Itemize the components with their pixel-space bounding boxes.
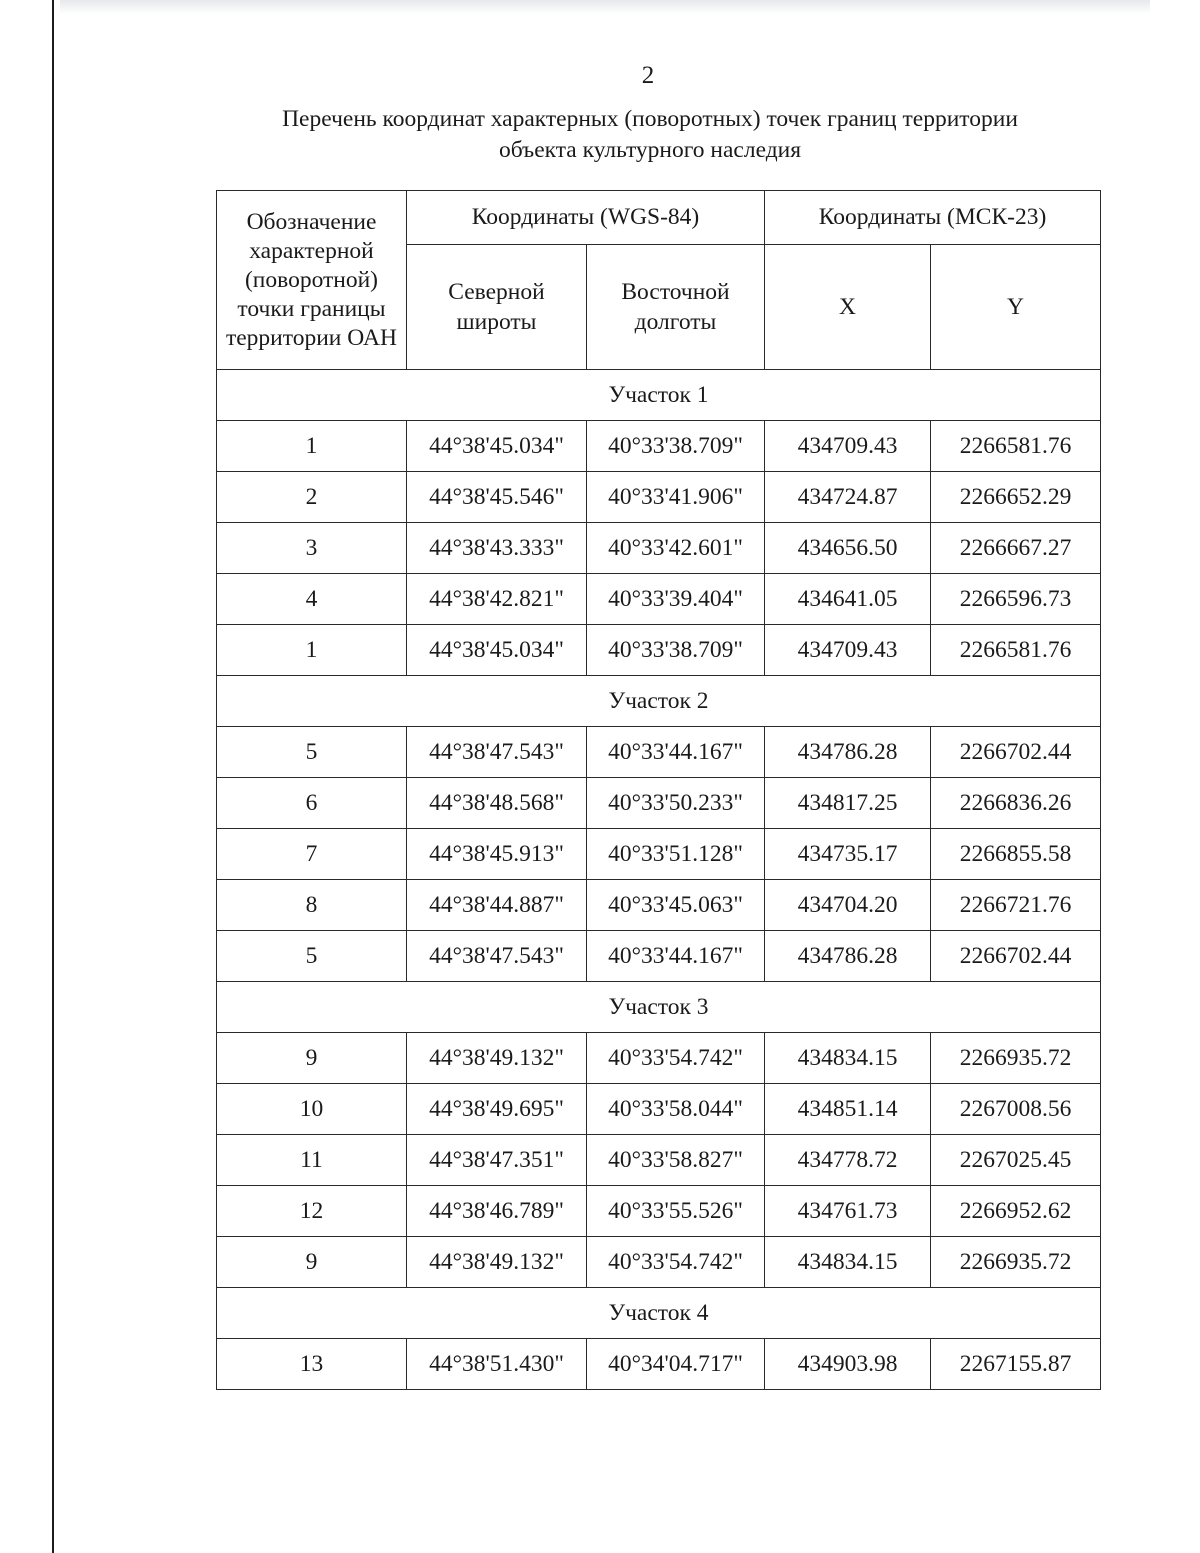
header-msk23: Координаты (МСК-23)	[765, 191, 1101, 245]
cell-y: 2266702.44	[931, 727, 1101, 778]
scan-edge-line	[52, 0, 54, 1553]
cell-y: 2266702.44	[931, 931, 1101, 982]
cell-east: 40°33'42.601"	[587, 523, 765, 574]
header-north-latitude: Северной широты	[407, 245, 587, 370]
cell-east: 40°33'54.742"	[587, 1033, 765, 1084]
table-row	[217, 931, 1101, 982]
cell-north: 44°38'44.887"	[407, 880, 587, 931]
cell-x: 434778.72	[765, 1135, 931, 1186]
section-row	[217, 370, 1101, 421]
cell-north: 44°38'47.543"	[407, 727, 587, 778]
header-y: Y	[931, 245, 1101, 370]
cell-y: 2266581.76	[931, 625, 1101, 676]
cell-x: 434817.25	[765, 778, 931, 829]
cell-y: 2266935.72	[931, 1033, 1101, 1084]
table-row	[217, 1237, 1101, 1288]
section-row	[217, 676, 1101, 727]
scan-top-shadow	[60, 0, 1150, 14]
table-row	[217, 880, 1101, 931]
cell-east: 40°33'50.233"	[587, 778, 765, 829]
table-body	[217, 370, 1101, 1390]
cell-x: 434656.50	[765, 523, 931, 574]
coordinates-table	[216, 190, 1101, 1390]
cell-north: 44°38'46.789"	[407, 1186, 587, 1237]
cell-east: 40°33'41.906"	[587, 472, 765, 523]
cell-point: 5	[217, 931, 407, 982]
header-wgs84: Координаты (WGS-84)	[407, 191, 765, 245]
cell-point: 4	[217, 574, 407, 625]
cell-north: 44°38'42.821"	[407, 574, 587, 625]
cell-north: 44°38'47.543"	[407, 931, 587, 982]
cell-x: 434724.87	[765, 472, 931, 523]
cell-point: 2	[217, 472, 407, 523]
cell-x: 434786.28	[765, 931, 931, 982]
table-row	[217, 1033, 1101, 1084]
cell-east: 40°33'58.827"	[587, 1135, 765, 1186]
table-row	[217, 727, 1101, 778]
section-row	[217, 1288, 1101, 1339]
table-row	[217, 574, 1101, 625]
cell-y: 2266721.76	[931, 880, 1101, 931]
cell-east: 40°33'39.404"	[587, 574, 765, 625]
cell-point: 10	[217, 1084, 407, 1135]
cell-north: 44°38'45.913"	[407, 829, 587, 880]
table-row	[217, 1186, 1101, 1237]
cell-point: 12	[217, 1186, 407, 1237]
cell-east: 40°33'38.709"	[587, 625, 765, 676]
cell-x: 434851.14	[765, 1084, 931, 1135]
cell-point: 7	[217, 829, 407, 880]
cell-east: 40°33'58.044"	[587, 1084, 765, 1135]
cell-point: 11	[217, 1135, 407, 1186]
cell-north: 44°38'48.568"	[407, 778, 587, 829]
cell-y: 2266596.73	[931, 574, 1101, 625]
cell-x: 434709.43	[765, 421, 931, 472]
header-east-longitude: Восточной долготы	[587, 245, 765, 370]
cell-y: 2267008.56	[931, 1084, 1101, 1135]
cell-east: 40°33'44.167"	[587, 727, 765, 778]
cell-y: 2266952.62	[931, 1186, 1101, 1237]
cell-x: 434709.43	[765, 625, 931, 676]
cell-north: 44°38'51.430"	[407, 1339, 587, 1390]
cell-east: 40°33'55.526"	[587, 1186, 765, 1237]
cell-y: 2266652.29	[931, 472, 1101, 523]
cell-x: 434641.05	[765, 574, 931, 625]
cell-point: 5	[217, 727, 407, 778]
cell-point: 13	[217, 1339, 407, 1390]
table-header	[217, 191, 1101, 370]
cell-x: 434786.28	[765, 727, 931, 778]
header-x: X	[765, 245, 931, 370]
table-row	[217, 523, 1101, 574]
section-row	[217, 982, 1101, 1033]
table-row	[217, 472, 1101, 523]
table-row	[217, 1339, 1101, 1390]
cell-point: 6	[217, 778, 407, 829]
cell-y: 2267025.45	[931, 1135, 1101, 1186]
cell-north: 44°38'43.333"	[407, 523, 587, 574]
section-title: Участок 2	[217, 676, 1101, 727]
cell-point: 8	[217, 880, 407, 931]
page-number: 2	[641, 62, 655, 89]
cell-north: 44°38'49.695"	[407, 1084, 587, 1135]
cell-east: 40°33'51.128"	[587, 829, 765, 880]
table-row	[217, 1135, 1101, 1186]
cell-y: 2266581.76	[931, 421, 1101, 472]
document-title-line-2: объекта культурного наследия	[498, 137, 802, 163]
cell-north: 44°38'45.034"	[407, 625, 587, 676]
cell-y: 2266667.27	[931, 523, 1101, 574]
table-row	[217, 1084, 1101, 1135]
cell-x: 434903.98	[765, 1339, 931, 1390]
header-point-designation: Обозначение характерной (поворотной) точки границы территории ОАН	[217, 191, 407, 370]
cell-east: 40°33'45.063"	[587, 880, 765, 931]
cell-north: 44°38'49.132"	[407, 1237, 587, 1288]
cell-point: 3	[217, 523, 407, 574]
cell-point: 1	[217, 421, 407, 472]
cell-east: 40°33'38.709"	[587, 421, 765, 472]
cell-x: 434704.20	[765, 880, 931, 931]
cell-x: 434735.17	[765, 829, 931, 880]
cell-north: 44°38'45.034"	[407, 421, 587, 472]
table-row	[217, 625, 1101, 676]
cell-north: 44°38'47.351"	[407, 1135, 587, 1186]
table-row	[217, 829, 1101, 880]
cell-y: 2266836.26	[931, 778, 1101, 829]
cell-point: 9	[217, 1237, 407, 1288]
cell-point: 1	[217, 625, 407, 676]
cell-y: 2266855.58	[931, 829, 1101, 880]
cell-point: 9	[217, 1033, 407, 1084]
table-row	[217, 421, 1101, 472]
cell-east: 40°33'54.742"	[587, 1237, 765, 1288]
cell-x: 434761.73	[765, 1186, 931, 1237]
cell-north: 44°38'45.546"	[407, 472, 587, 523]
cell-y: 2266935.72	[931, 1237, 1101, 1288]
cell-y: 2267155.87	[931, 1339, 1101, 1390]
cell-x: 434834.15	[765, 1237, 931, 1288]
section-title: Участок 4	[217, 1288, 1101, 1339]
section-title: Участок 1	[217, 370, 1101, 421]
cell-east: 40°34'04.717"	[587, 1339, 765, 1390]
cell-north: 44°38'49.132"	[407, 1033, 587, 1084]
cell-x: 434834.15	[765, 1033, 931, 1084]
document-title	[200, 104, 1100, 166]
document-title-line-1: Перечень координат характерных (поворотных) точек границ территории	[282, 106, 1018, 132]
table-row	[217, 778, 1101, 829]
section-title: Участок 3	[217, 982, 1101, 1033]
cell-east: 40°33'44.167"	[587, 931, 765, 982]
